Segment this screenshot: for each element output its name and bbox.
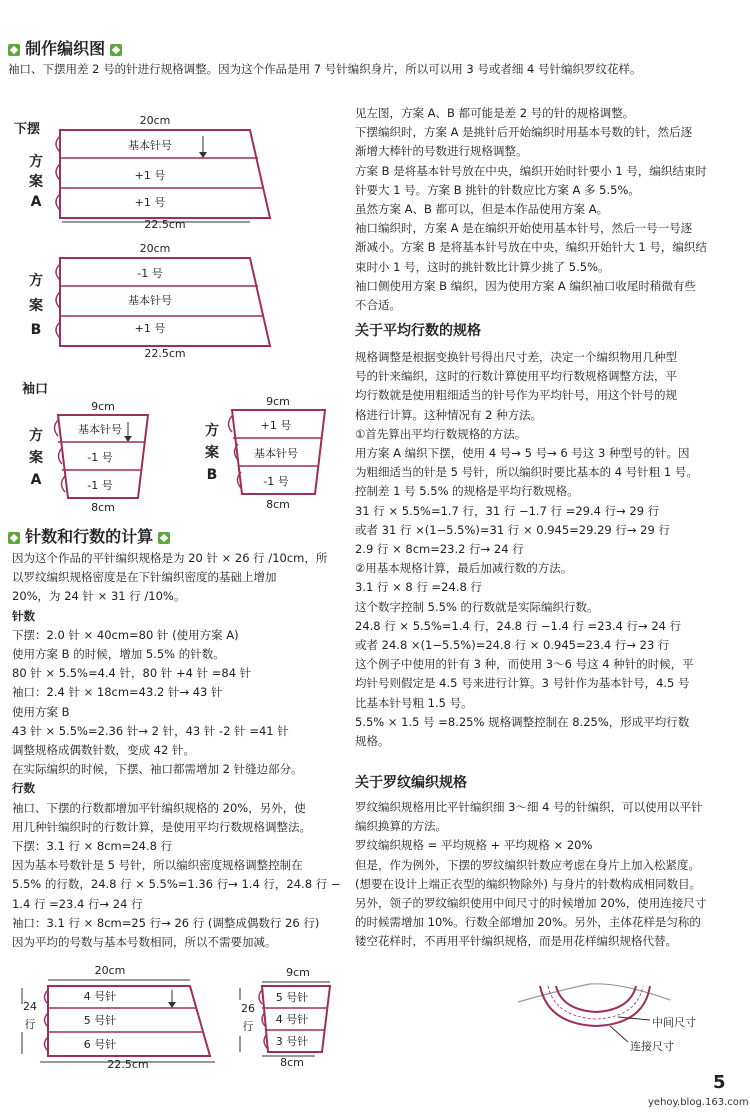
page-number: 5 [713, 1072, 726, 1093]
svg-text:5 号针: 5 号针 [83, 1014, 117, 1027]
svg-text:-1 号: -1 号 [137, 267, 163, 280]
cuff-label: 袖口 [22, 382, 49, 397]
diamond-icon [158, 532, 170, 544]
neckline-diagram [500, 970, 730, 1060]
avg-section-title: 关于平均行数的规格 [355, 323, 481, 339]
svg-text:行: 行 [242, 1020, 254, 1033]
svg-text:案: 案 [29, 298, 43, 314]
hem-a-diagram [29, 114, 270, 231]
svg-text:方: 方 [29, 428, 43, 444]
svg-text:案: 案 [29, 450, 43, 466]
svg-text:案: 案 [29, 174, 43, 190]
hem-label: 下摆 [14, 122, 41, 137]
svg-text:-1 号: -1 号 [87, 479, 113, 492]
svg-text:-1 号: -1 号 [263, 475, 289, 488]
svg-text:+1 号: +1 号 [134, 169, 166, 182]
bottom-diagrams [0, 960, 345, 1070]
svg-text:基本针号: 基本针号 [78, 423, 122, 436]
svg-text:3 号针: 3 号针 [275, 1035, 309, 1048]
row-title: 行数 [12, 781, 35, 796]
svg-text:9cm: 9cm [91, 400, 115, 413]
svg-text:行: 行 [24, 1018, 36, 1031]
svg-text:22.5cm: 22.5cm [144, 347, 186, 360]
diamond-icon [110, 44, 122, 56]
bottom-hem-diagram [22, 964, 215, 1070]
svg-text:5 号针: 5 号针 [275, 991, 309, 1004]
svg-text:+1 号: +1 号 [134, 322, 166, 335]
svg-text:9cm: 9cm [266, 395, 290, 408]
count-section-body: 因为这个作品的平针编织规格是为 20 针 × 26 行 /10cm，所 以罗纹编织规格密度是在下针编织密度的基础上增加 20%，为 24 针 × 31 行 /10%。 针数 下摆：2.0 针 × 40cm=80 针 (使用方案 A) 使用方案 B 的时候，增加 5.5% 的针数。 80 针 × 5.5%=4.4 针，80 针 +4 针 =84 针 袖口：2.4 针 × 18cm=43.2 针→ 43 针 使用方案 B 43 针 × 5.5%=2.36 针→ 2 针，43 针 -2 针 =41 针 调整规格成偶数针数，变成 42 针。 在实际编织的时候，下摆、袖口都需增加 2 针缝边部分。 行数 袖口、下摆的行数都增加平针编织规格的 20%，另外，使 用几种针编织时的行数计算，是使用平均行数规格调整法。 下摆：3.1 行 × 8cm=24.8 行 因为基本号数针是 5 号针，所以编织密度规格调整控制在 5.5% 的行数，24.8 行 × 5.5%=1.36 行→ 1.4 行，24.8 行 − 1.4 行 =23.4 行→ 24 行 袖口：3.1 行 × 8cm=25 行→ 26 行 (调整成偶数行 26 行) 因为平均的号数与基本号数相同，所以不需要加减。 [12, 551, 341, 950]
svg-text:20cm: 20cm [139, 242, 171, 255]
svg-text:20cm: 20cm [94, 964, 126, 977]
svg-text:案: 案 [205, 445, 219, 461]
hem-a-top: 20cm [139, 114, 171, 127]
middle-size-label: 中间尺寸 [652, 1016, 696, 1029]
svg-text:9cm: 9cm [286, 966, 310, 979]
watermark: yehoy.blog.163.com [648, 1097, 749, 1108]
svg-text:方: 方 [205, 423, 219, 439]
svg-text:4 号针: 4 号针 [275, 1013, 309, 1026]
diamond-icon [8, 532, 20, 544]
svg-text:B: B [30, 322, 42, 338]
svg-text:基本针号: 基本针号 [128, 139, 172, 152]
stitch-title: 针数 [12, 608, 35, 623]
title-row [8, 36, 122, 59]
bottom-cuff-diagram [240, 966, 330, 1069]
svg-text:方: 方 [29, 273, 43, 289]
svg-text:+1 号: +1 号 [260, 419, 292, 432]
svg-text:B: B [206, 467, 218, 483]
hem-a-bottom: 22.5cm [144, 218, 186, 231]
join-size-label: 连接尺寸 [630, 1040, 674, 1053]
svg-text:6 号针: 6 号针 [83, 1038, 117, 1051]
svg-text:4 号针: 4 号针 [83, 990, 117, 1003]
count-section-title: 针数和行数的计算 [8, 524, 170, 547]
avg-section-body: 规格调整是根据变换针号得出尺寸差，决定一个编织物用几种型 号的针来编织，这时的行数计算使用平均行数规格调整方法，平 均行数就是使用粗细适当的针号作为平均针号，用这个针号的规 格进行计算。这种情况有 2 种方法。 ①首先算出平均行数规格的方法。 用方案 A 编织下摆，使用 4 号→ 5 号→ 6 号这 3 种型号的针。因 为粗细适当的针是 5 号针，所以编织时要比基本的 4 号针粗 1 号。 控制差 1 号 5.5% 的规格是平均行数规格。 31 行 × 5.5%=1.7 行，31 行 −1.7 行 =29.4 行→ 29 行 或者 31 行 ×(1−5.5%)=31 行 × 0.945=29.29 行→ 29 行 2.9 行 × 8cm=23.2 行→ 24 行 ②用基本规格计算，最后加减行数的方法。 3.1 行 × 8 行 =24.8 行 这个数字控制 5.5% 的行数就是实际编织行数。 24.8 行 × 5.5%=1.4 行，24.8 行 −1.4 行 =23.4 行→ 24 行 或者 24.8 ×(1−5.5%)=24.8 行 × 0.945=23.4 行→ 23 行 这个例子中使用的针有 3 种，而使用 3～6 号这 4 种针的时候，平 均针号则假定是 4.5 号来进行计算。3 号针作为基本针号，4.5 号 比基本针号粗 1.5 号。 5.5% × 1.5 号 =8.25% 规格调整控制在 8.25%，形成平均行数 规格。 [355, 350, 698, 749]
svg-text:A: A [30, 472, 42, 488]
svg-text:8cm: 8cm [266, 498, 290, 511]
diamond-icon [8, 44, 20, 56]
cuff-b-diagram [205, 395, 325, 511]
svg-text:基本针号: 基本针号 [254, 447, 298, 460]
svg-text:-1 号: -1 号 [87, 451, 113, 464]
rib-section-title: 关于罗纹编织规格 [355, 775, 467, 791]
svg-text:+1 号: +1 号 [134, 196, 166, 209]
svg-text:22.5cm: 22.5cm [107, 1058, 149, 1070]
right-intro: 见左图，方案 A、B 都可能是差 2 号的针的规格调整。 下摆编织时，方案 A 是挑针后开始编织时用基本号数的针，然后逐 渐增大棒针的号数进行规格调整。 方案 B 是将基本针号放在中央，编织开始时针要小 1 号，编织结束时 针要大 1 号。方案 B 挑针的针数应比方案 A 多 5.5%。 虽然方案 A、B 都可以，但是本作品使用方案 A。 袖口编织时，方案 A 是在编织开始使用基本针号，然后一号一号逐 渐减小。方案 B 是将基本针号放在中央，编织开始针大 1 号，编织结 束时小 1 号，这时的挑针数比计算少挑了 5.5%。 袖口侧使用方案 B 编织，因为使用方案 A 编织袖口收尾时稍微有些 不合适。 [355, 106, 707, 313]
rib-section-body: 罗纹编织规格用比平针编织细 3～细 4 号的针编织，可以使用以平针 编织换算的方法。 罗纹编织规格 = 平均规格 + 平均规格 × 20% 但是，作为例外，下摆的罗纹编织针数应考虑在身片上加入松紧度。 (想要在设计上端正衣型的编织物除外) 与身片的针数构成相同数目。 另外，领子的罗纹编织使用中间尺寸的时候增加 20%，使用连接尺寸 的时候需增加 10%。行数全部增加 20%。另外，主体花样是匀称的 镂空花样时，不再用平针编织规格，而是用花样编织规格代替。 [355, 800, 707, 949]
intro-text: 袖口、下摆用差 2 号的针进行规格调整。因为这个作品是用 7 号针编织身片，所以可以用 3 号或者细 4 号针编织罗纹花样。 [8, 62, 642, 76]
svg-text:8cm: 8cm [91, 501, 115, 514]
svg-text:方: 方 [29, 154, 43, 170]
knitting-diagrams [0, 100, 345, 540]
svg-text:24: 24 [23, 1000, 37, 1013]
hem-b-diagram [29, 242, 270, 360]
cuff-a-diagram [29, 400, 148, 514]
svg-text:基本针号: 基本针号 [128, 294, 172, 307]
svg-text:A: A [30, 194, 42, 210]
page-title: 制作编织图 [25, 39, 106, 58]
svg-text:8cm: 8cm [280, 1056, 304, 1069]
svg-text:26: 26 [241, 1002, 255, 1015]
